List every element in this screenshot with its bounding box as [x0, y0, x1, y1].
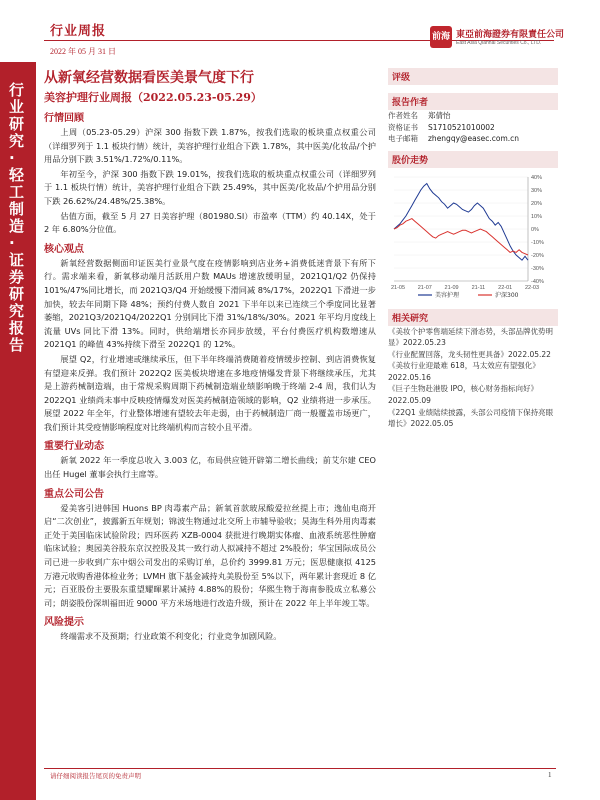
related-research-title: 相关研究 — [388, 309, 558, 326]
stock-trend-title: 股价走势 — [388, 151, 558, 168]
x-tick-label: 21-05 — [390, 284, 406, 291]
stock-trend-svg — [388, 171, 558, 305]
paragraph: 上周（05.23-05.29）沪深 300 指数下跌 1.87%，按我们选取的板块重点权重公司（详细罗列于 1.1 板块行情）统计，美容护理行业组合下跌 1.78%，其中医美/化妆品/个护用品分别下跌 3.51%/1.72%/0.11%。 — [44, 127, 376, 165]
section-label: 行业周报 — [50, 24, 107, 39]
analyst-row — [388, 110, 558, 122]
rating-title: 评级 — [388, 68, 558, 85]
y-tick-label: -20% — [531, 252, 544, 259]
report-subheadline: 美容护理行业周报（2022.05.23-05.29） — [44, 91, 262, 104]
y-tick-label: -10% — [531, 239, 544, 246]
page-number: 1 — [548, 771, 552, 779]
stock-trend-chart — [388, 171, 558, 305]
y-tick-label: 20% — [531, 200, 543, 207]
analyst-row — [388, 122, 558, 134]
paragraph: 新氧 2022 年一季度总收入 3.003 亿，布局供应链开辟第二增长曲线；前艾尔建 CEO 出任 Hugel 董事会执行主席等。 — [44, 455, 376, 480]
legend-label: 沪深300 — [495, 291, 519, 299]
section-title-industry-news: 重要行业动态 — [44, 441, 104, 453]
y-tick-label: 40% — [531, 174, 543, 181]
analyst-key: 资格证书 — [388, 122, 418, 132]
right-sidebar — [388, 66, 558, 430]
legend-label: 美容护理 — [435, 291, 460, 299]
related-item[interactable]: 《美妆行业迎最难 618，马太效应有望强化》2022.05.16 — [388, 361, 540, 382]
page-header — [44, 0, 600, 62]
analyst-title: 报告作者 — [388, 93, 558, 110]
report-date: 2022 年 05 月 31 日 — [50, 47, 116, 56]
series-line-index — [394, 218, 528, 254]
main-content — [44, 64, 376, 645]
x-tick-label: 21-11 — [471, 284, 486, 291]
paragraph: 爱美客引进韩国 Huons BP 肉毒素产品；新氧首款玻尿酸爱拉丝提上市；逸仙电商开启“二次创业”，披露新五年规划；锦波生物通过北交所上市辅导验收；昊海生科外用肉毒素正处于美国临床试验阶段；四环医药 XZB-0004 获批进行晚期实体瘤、血液系统恶性肿瘤临床试验；奥园美谷股东京汉控股及其一致行动人拟减持不超过 2%股份；华宝国际成员公司已进一步收到广东中烟公司发出的采购订单，总价约 3999.81 万元；医思健康拟 4125 万港元收购香港体检业务；LVMH 旗下基金减持丸美股份至 5%以下，两年累计套现近 8 亿元；百亚股份主要股东重望耀暉累计减持 4.88%的股份；华熙生物于海南参股成立私募公司；朗姿股份深圳福田近 9000 平方米场地进行改造升级，预计在 2022 年上半年竣工等。 — [44, 502, 376, 608]
related-item[interactable]: 《美妆个护零售端延续下滑态势，头部品牌优势明显》2022.05.23 — [388, 326, 553, 348]
y-tick-label: 10% — [531, 213, 543, 220]
related-item[interactable]: 《22Q1 业绩陆续披露，头部公司疫情下保持亮眼增长》2022.05.05 — [388, 407, 554, 429]
analyst-value: 郑倩怡 — [428, 111, 451, 120]
paragraph: 终端需求不及预期；行业政策不利变化；行业竞争加剧风险。 — [60, 631, 282, 642]
x-tick-label: 22-01 — [498, 284, 513, 291]
x-tick-label: 21-07 — [417, 284, 432, 291]
footer-divider — [44, 768, 556, 769]
broker-name-cn: 東亞前海證券有限責任公司 — [456, 30, 565, 40]
y-tick-label: -30% — [531, 265, 544, 272]
paragraph: 年初至今，沪深 300 指数下跌 19.01%，按我们选取的板块重点权重公司（详细罗列于 1.1 板块行情）统计，美容护理行业组合下跌 25.49%，其中医美/化妆品/个护用品分别下跌 26.62%/24.48%/25.38%。 — [44, 168, 376, 206]
paragraph: 估值方面，截至 5 月 27 日美容护理（801980.SI）市盈率（TTM）约 40.14X，处于 2 年 6.80%分位值。 — [44, 210, 376, 235]
section-title-market: 行情回顾 — [44, 113, 84, 124]
section-title-company-announcements: 重点公司公告 — [44, 488, 104, 500]
y-tick-label: 0% — [531, 226, 539, 233]
analyst-key: 电子邮箱 — [388, 134, 418, 143]
sidebar-text: 行业研究·轻工制造·证券研究报告 — [9, 81, 25, 354]
related-item[interactable]: 《巨子生物赴港股 IPO，核心财务指标向好》2022.05.09 — [388, 384, 539, 406]
sidebar-banner — [0, 62, 36, 800]
analyst-email[interactable]: zhengqy@easec.com.cn — [428, 134, 520, 143]
footer-disclaimer: 请仔细阅读报告尾页的免责声明 — [50, 772, 141, 780]
series-line-sector — [394, 183, 528, 260]
related-item[interactable]: 《行业配置回落，龙头韧性更具备》2022.05.22 — [388, 349, 551, 359]
x-tick-label: 22-03 — [524, 284, 540, 291]
report-headline: 从新氧经营数据看医美景气度下行 — [44, 70, 254, 86]
analyst-key: 作者姓名 — [388, 111, 418, 120]
broker-name-en: East Asia Qianhai Securities Co., LTD. — [456, 40, 542, 46]
section-title-risk: 风险提示 — [44, 617, 84, 629]
paragraph: 展望 Q2，行业增速或继续承压，但下半年终端消费随着疫情缓步控制、到店消费恢复有望迎来反弹。我们预计 2022Q2 医美板块增速在多地疫情爆发背景下将继续承压，尤其是上游药械制造端，由于常规采购周期下药械制造端业绩影响晚于终端 2-4 周，我们认为 2022Q1 业绩尚未事中反映疫情爆发对医美药械制造领域的影响，Q2 业绩将进一步承压。展望 2022 年全年，行业整体增速有望较去年走弱，由于药械制造厂商一般覆盖市场更广，我们预计其受疫情影响程度对比终端机构而言较小且平滑。 — [44, 353, 376, 432]
analyst-row — [388, 133, 558, 145]
x-tick-label: 21-09 — [444, 284, 459, 291]
broker-logo: 前海 — [430, 26, 452, 48]
y-tick-label: 30% — [531, 187, 543, 194]
y-tick-label: -40% — [531, 278, 544, 285]
paragraph: 新氧经营数据侧面印证医美行业景气度在疫情影响到店业务+消费低迷背景下有所下行。需求端来看，新氧移动端月活跃用户数 MAUs 增速放缓明显，2021Q1/Q2 仍保持 101%/47%同比增长，而 2021Q3/Q4 开始缓慢下滑同减 8%/17%，2022Q1 下滑进一步加快，较去年同期下降 48%；预约付费人数自 2021 下半年以来已连续三个季度同比显著萎缩，2021Q3/2021Q4/2022Q1 分别同比下滑 31%/18%/30%。2021 年平均月度线上流量 UVs 同比下滑 13%。同时，供给端增长亦同步放缓，平台付费医疗机构数增速从 2021Q1 的峰值 43%持续下滑至 2022Q1 的 12%。 — [44, 257, 376, 350]
analyst-value: S1710521010002 — [428, 122, 495, 132]
section-title-core-view: 核心观点 — [44, 243, 84, 255]
